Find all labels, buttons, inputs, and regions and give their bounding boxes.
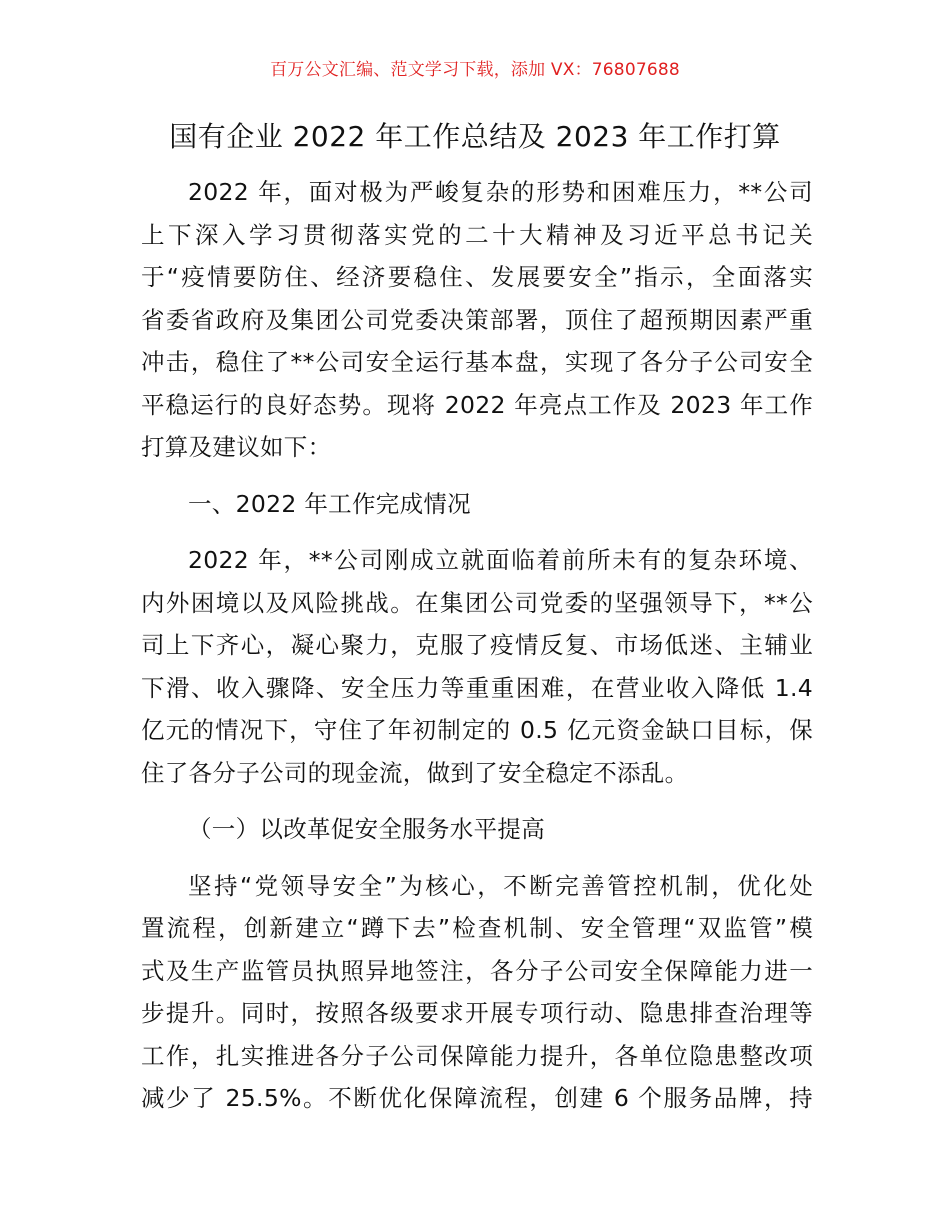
paragraph-intro [141, 171, 813, 469]
text-line: 司上下齐心，凝心聚力，克服了疫情反复、市场低迷、主辅业 [141, 631, 813, 659]
text-line: 步提升。同时，按照各级要求开展专项行动、隐患排查治理等 [141, 999, 813, 1027]
text-line: 住了各分子公司的现金流，做到了安全稳定不添乱。 [141, 758, 689, 787]
text-line: 打算及建议如下： [141, 433, 332, 461]
text-line: 工作，扎实推进各分子公司保障能力提升，各单位隐患整改项 [141, 1041, 813, 1070]
paragraph-section1 [141, 539, 813, 794]
text-line: 内外困境以及风险挑战。在集团公司党委的坚强领导下，**公 [141, 588, 813, 617]
section-heading: 一、2022 年工作完成情况 [188, 489, 471, 518]
document-body [141, 171, 813, 1120]
document-title: 国有企业 2022 年工作总结及 2023 年工作打算 [169, 120, 781, 153]
text-line: 下滑、收入骤降、安全压力等重重困难，在营业收入降低 1.4 [141, 673, 813, 702]
text-line: 2022 年，**公司刚成立就面临着前所未有的复杂环境、 [188, 546, 813, 574]
subsection-heading: （一）以改革促安全服务水平提高 [188, 815, 545, 843]
text-line: 式及生产监管员执照异地签注，各分子公司安全保障能力进一 [141, 956, 813, 985]
paragraph-subsection1 [141, 865, 813, 1120]
text-line: 冲击，稳住了**公司安全运行基本盘，实现了各分子公司安全 [141, 348, 813, 376]
text-line: 于“疫情要防住、经济要稳住、发展要安全”指示，全面落实 [141, 263, 813, 291]
header-banner: 百万公文汇编、范文学习下载，添加 VX：76807688 [270, 60, 680, 80]
text-line: 平稳运行的良好态势。现将 2022 年亮点工作及 2023 年工作 [141, 390, 813, 419]
text-line: 减少了 25.5%。不断优化保障流程，创建 6 个服务品牌，持 [141, 1084, 813, 1112]
text-line: 2022 年，面对极为严峻复杂的形势和困难压力，**公司 [188, 178, 813, 206]
text-line: 坚持“党领导安全”为核心，不断完善管控机制，优化处 [188, 871, 813, 900]
text-line: 上下深入学习贯彻落实党的二十大精神及习近平总书记关 [141, 220, 813, 249]
text-line: 省委省政府及集团公司党委决策部署，顶住了超预期因素严重 [141, 305, 813, 334]
text-line: 置流程，创新建立“蹲下去”检查机制、安全管理“双监管”模 [141, 914, 813, 942]
text-line: 亿元的情况下，守住了年初制定的 0.5 亿元资金缺口目标，保 [141, 716, 813, 744]
